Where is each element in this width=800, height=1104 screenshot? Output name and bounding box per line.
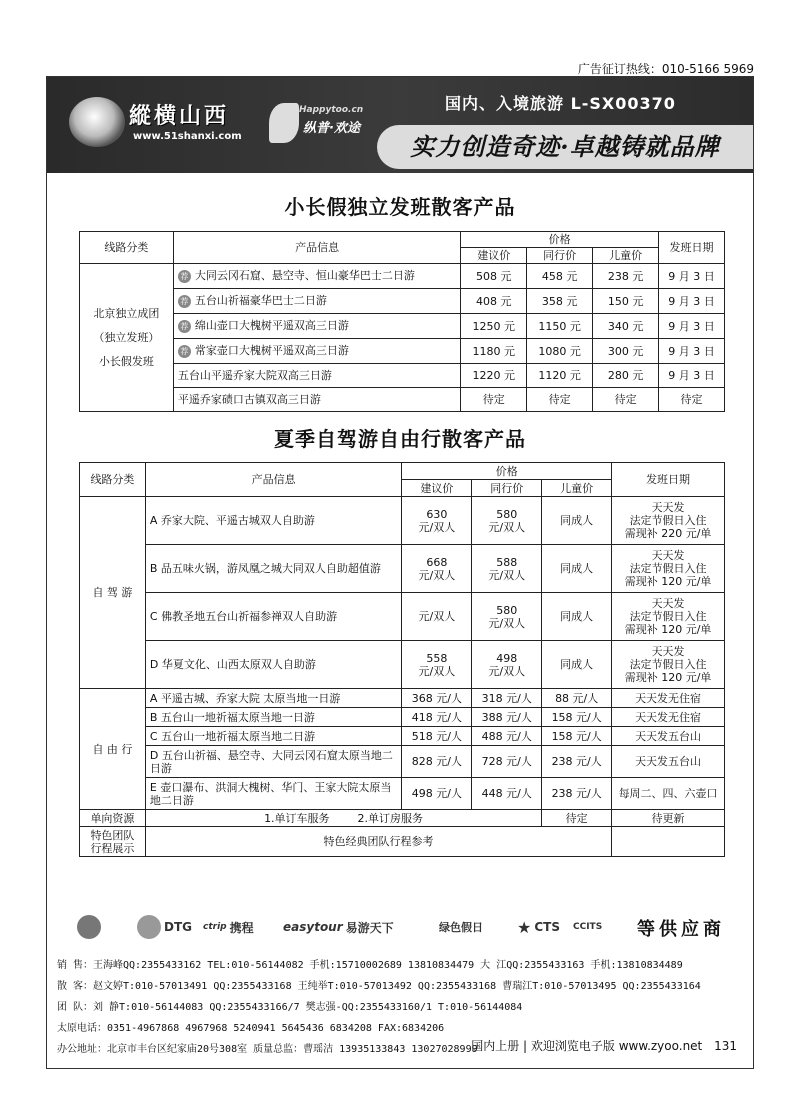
roundmark-icon xyxy=(77,915,101,939)
table-row xyxy=(80,746,725,778)
category-cell: 自 驾 游 xyxy=(80,497,146,689)
price-cell: 待定 xyxy=(527,388,593,412)
product-cell: C 五台山一地祈福太原当地二日游 xyxy=(145,727,402,746)
price-cell: 158 元/人 xyxy=(542,727,612,746)
page-number: 131 xyxy=(714,1039,737,1053)
special-cell: 特色经典团队行程参考 xyxy=(145,827,611,857)
price-cell: 498 元/双人 xyxy=(472,641,542,689)
partner-logo xyxy=(269,99,389,149)
date-cell: 每周二、四、六壶口 xyxy=(612,778,725,810)
product-cell: D 五台山祈福、悬空寺、大同云冈石窟太原当地二日游 xyxy=(145,746,402,778)
supplier-label: 等供应商 xyxy=(637,919,725,940)
price-cell: 158 元/人 xyxy=(542,708,612,727)
date-cell: 天天发 法定节假日入住 需现补 220 元/单 xyxy=(612,497,725,545)
hdr-product: 产品信息 xyxy=(145,463,402,497)
contact-line: 销 售：王海峰QQ:2355433162 TEL:010-56144082 手机:15710002689 13810834479 大 江QQ:2355433163 手机:13810834489 xyxy=(57,960,683,971)
date-cell: 天天发无住宿 xyxy=(612,708,725,727)
price-cell: 580 元/双人 xyxy=(472,497,542,545)
brand-emblem-icon xyxy=(69,97,125,147)
brochure-page xyxy=(46,76,754,1069)
price-cell: 458 元 xyxy=(527,264,593,289)
slogan: 实力创造奇迹·卓越铸就品牌 xyxy=(377,125,753,169)
footer-text: 国内上册 | 欢迎浏览电子版 www.zyoo.net xyxy=(471,1039,703,1053)
table-row xyxy=(80,778,725,810)
price-cell: 同成人 xyxy=(542,593,612,641)
hdr-peer: 同行价 xyxy=(527,248,593,264)
price-cell: 同成人 xyxy=(542,545,612,593)
category-line: （独立发班） xyxy=(93,330,160,344)
price-cell: 同成人 xyxy=(542,641,612,689)
table-row xyxy=(80,641,725,689)
date-cell: 9 月 3 日 xyxy=(659,314,725,339)
product-cell: 荐 五台山祈福豪华巴士二日游 xyxy=(173,289,460,314)
table-row xyxy=(80,593,725,641)
table-row xyxy=(80,314,725,339)
recommend-icon: 荐 xyxy=(178,295,191,308)
date-cell: 天天发无住宿 xyxy=(612,689,725,708)
price-cell: 498 元/人 xyxy=(402,778,472,810)
category-cell: 自 由 行 xyxy=(80,689,146,810)
section2-table xyxy=(79,462,725,857)
table-row xyxy=(80,708,725,727)
table-row xyxy=(80,339,725,364)
page-footer xyxy=(471,1037,737,1054)
price-cell: 238 元 xyxy=(593,264,659,289)
price-cell: 同成人 xyxy=(542,497,612,545)
price-cell: 318 元/人 xyxy=(472,689,542,708)
price-cell: 630 元/双人 xyxy=(402,497,472,545)
date-cell: 天天发 法定节假日入住 需现补 120 元/单 xyxy=(612,593,725,641)
dtg-icon xyxy=(137,915,161,939)
hdr-route: 线路分类 xyxy=(80,463,146,497)
price-cell: 1120 元 xyxy=(527,364,593,388)
hdr-suggested: 建议价 xyxy=(461,248,527,264)
hdr-date: 发班日期 xyxy=(612,463,725,497)
table-row xyxy=(80,388,725,412)
contact-line: 太原电话：0351-4967868 4967968 5240941 5645436 6834208 FAX:6834206 xyxy=(57,1023,445,1034)
logo-cts: ★ CTS xyxy=(517,917,560,937)
category-line: 北京独立成团 xyxy=(93,306,160,320)
table-row xyxy=(80,497,725,545)
hdr-child: 儿童价 xyxy=(593,248,659,264)
date-cell: 天天发 法定节假日入住 需现补 120 元/单 xyxy=(612,641,725,689)
contact-line: 团 队：刘 静T:010-56144083 QQ:2355433166/7 樊志强-QQ:2355433160/1 T:010-56144084 xyxy=(57,1002,523,1013)
date-cell: 9 月 3 日 xyxy=(659,289,725,314)
logo-roundmark xyxy=(77,913,101,941)
price-cell: 1250 元 xyxy=(461,314,527,339)
date-cell: 9 月 3 日 xyxy=(659,364,725,388)
brand-logo xyxy=(69,93,259,153)
hdr-price: 价格 xyxy=(402,463,612,480)
brand-name: 縱横山西 xyxy=(129,103,230,129)
section2-title: 夏季自驾游自由行散客产品 xyxy=(274,427,526,451)
logo-easytour: easytour 易游天下 xyxy=(283,920,394,935)
hdr-date: 发班日期 xyxy=(659,232,725,264)
product-cell: D 华夏文化、山西太原双人自助游 xyxy=(145,641,402,689)
table-row xyxy=(80,810,725,827)
category-cell: 单向资源 xyxy=(80,810,146,827)
hdr-peer: 同行价 xyxy=(472,480,542,497)
price-cell: 238 元/人 xyxy=(542,778,612,810)
product-cell: 荐 常家壶口大槐树平遥双高三日游 xyxy=(173,339,460,364)
logo-dtg: DTG xyxy=(137,913,192,941)
product-cell: E 壶口瀑布、洪洞大槐树、华门、王家大院太原当地二日游 xyxy=(145,778,402,810)
date-cell: 待定 xyxy=(659,388,725,412)
price-cell: 408 元 xyxy=(461,289,527,314)
product-cell: 平遥乔家碛口古镇双高三日游 xyxy=(173,388,460,412)
hdr-product: 产品信息 xyxy=(173,232,460,264)
date-cell: 待更新 xyxy=(612,810,725,827)
license-text: 国内、入境旅游 L-SX00370 xyxy=(445,94,676,113)
table-row xyxy=(80,727,725,746)
partner-en: Happytoo.cn xyxy=(299,105,364,115)
partner-emblem-icon xyxy=(269,103,299,143)
price-cell: 300 元 xyxy=(593,339,659,364)
product-cell: B 五台山一地祈福太原当地一日游 xyxy=(145,708,402,727)
table-row xyxy=(80,289,725,314)
date-cell: 9 月 3 日 xyxy=(659,264,725,289)
hdr-route: 线路分类 xyxy=(80,232,174,264)
table-row xyxy=(80,545,725,593)
table-row xyxy=(80,364,725,388)
product-cell: 荐 大同云冈石窟、悬空寺、恒山豪华巴士二日游 xyxy=(173,264,460,289)
product-cell: 五台山平遥乔家大院双高三日游 xyxy=(173,364,460,388)
date-cell: 天天发五台山 xyxy=(612,746,725,778)
price-cell: 668 元/双人 xyxy=(402,545,472,593)
single-resource-cell: 1.单订车服务 2.单订房服务 xyxy=(145,810,541,827)
logo-ccits: CCITS xyxy=(573,922,603,932)
price-cell: 1080 元 xyxy=(527,339,593,364)
date-cell: 天天发五台山 xyxy=(612,727,725,746)
category-cell xyxy=(80,264,174,412)
price-cell: 518 元/人 xyxy=(402,727,472,746)
price-cell: 元/双人 xyxy=(402,593,472,641)
price-cell: 508 元 xyxy=(461,264,527,289)
recommend-icon: 荐 xyxy=(178,345,191,358)
supplier-logos xyxy=(47,903,753,951)
hdr-child: 儿童价 xyxy=(542,480,612,497)
price-cell: 448 元/人 xyxy=(472,778,542,810)
price-cell: 待定 xyxy=(593,388,659,412)
section1-table xyxy=(79,231,725,412)
price-cell: 828 元/人 xyxy=(402,746,472,778)
price-cell: 238 元/人 xyxy=(542,746,612,778)
category-line: 小长假发班 xyxy=(98,354,154,368)
date-cell: 天天发 法定节假日入住 需现补 120 元/单 xyxy=(612,545,725,593)
product-cell: A 乔家大院、平遥古城双人自助游 xyxy=(145,497,402,545)
price-cell: 1220 元 xyxy=(461,364,527,388)
price-cell: 1150 元 xyxy=(527,314,593,339)
price-cell: 1180 元 xyxy=(461,339,527,364)
table-row xyxy=(80,264,725,289)
recommend-icon: 荐 xyxy=(178,270,191,283)
product-cell: A 平遥古城、乔家大院 太原当地一日游 xyxy=(145,689,402,708)
star-icon: ★ xyxy=(517,917,532,937)
price-cell: 588 元/双人 xyxy=(472,545,542,593)
contact-line: 散 客：赵文婷T:010-57013491 QQ:2355433168 王纯举T:010-57013492 QQ:2355433168 曹瑞江T:010-57013495 QQ:2355433164 xyxy=(57,981,701,992)
product-cell: B 品五味火锅，游凤凰之城大同双人自助超值游 xyxy=(145,545,402,593)
product-cell: C 佛教圣地五台山祈福参禅双人自助游 xyxy=(145,593,402,641)
logo-lvse: 绿色假日 xyxy=(439,921,483,934)
price-cell: 388 元/人 xyxy=(472,708,542,727)
header-banner xyxy=(47,77,753,173)
price-cell: 358 元 xyxy=(527,289,593,314)
price-cell: 368 元/人 xyxy=(402,689,472,708)
price-cell: 待定 xyxy=(461,388,527,412)
price-cell: 340 元 xyxy=(593,314,659,339)
price-cell: 150 元 xyxy=(593,289,659,314)
price-cell: 待定 xyxy=(542,810,612,827)
logo-ctrip: ctrip 携程 xyxy=(203,920,254,935)
price-cell: 488 元/人 xyxy=(472,727,542,746)
price-cell: 580 元/双人 xyxy=(472,593,542,641)
empty-cell xyxy=(612,827,725,857)
price-cell: 728 元/人 xyxy=(472,746,542,778)
section1-title: 小长假独立发班散客产品 xyxy=(284,195,516,219)
table-row xyxy=(80,689,725,708)
price-cell: 558 元/双人 xyxy=(402,641,472,689)
hdr-suggested: 建议价 xyxy=(402,480,472,497)
date-cell: 9 月 3 日 xyxy=(659,339,725,364)
brand-url: www.51shanxi.com xyxy=(133,131,242,142)
product-cell: 荐 绵山壶口大槐树平遥双高三日游 xyxy=(173,314,460,339)
hdr-price: 价格 xyxy=(461,232,659,248)
table-row xyxy=(80,827,725,857)
partner-cn: 纵普·欢途 xyxy=(303,121,360,136)
price-cell: 280 元 xyxy=(593,364,659,388)
ad-hotline: 广告征订热线：010-5166 5969 xyxy=(577,62,754,76)
contact-line: 办公地址：北京市丰台区纪家庙20号308室 质量总监：曹瑶洁 13935133843 13027028999 xyxy=(57,1044,478,1055)
price-cell: 88 元/人 xyxy=(542,689,612,708)
category-cell: 特色团队 行程展示 xyxy=(80,827,146,857)
price-cell: 418 元/人 xyxy=(402,708,472,727)
recommend-icon: 荐 xyxy=(178,320,191,333)
